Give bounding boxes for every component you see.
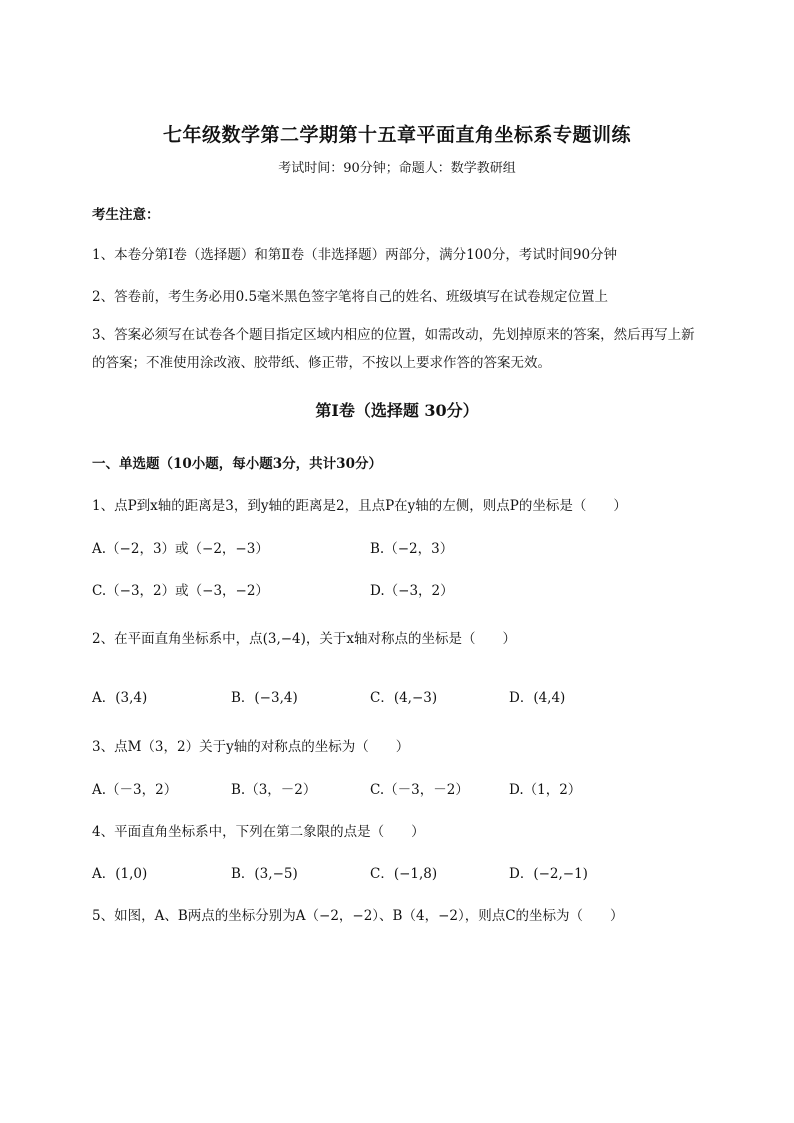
question-4-stem: 4、平面直角坐标系中，下列在第二象限的点是（ ） [92, 824, 425, 840]
notice-item-2: 2、答卷前，考生务必用0.5毫米黑色签字笔将自己的姓名、班级填写在试卷规定位置上 [92, 289, 609, 305]
question-1-stem: 1、点P到x轴的距离是3，到y轴的距离是2，且点P在y轴的左侧，则点P的坐标是（ ） [92, 498, 627, 514]
notice-item-3: 3、答案必须写在试卷各个题目指定区域内相应的位置，如需改动，先划掉原来的答案，然后再写上新的答案；不准使用涂改液、胶带纸、修正带，不按以上要求作答的答案无效。 [92, 327, 695, 371]
page-title: 七年级数学第二学期第十五章平面直角坐标系专题训练 [162, 124, 631, 146]
question-1-option-c: C.（−3，2）或（−3，−2） [92, 583, 269, 599]
section-title: 第I卷（选择题 30分） [315, 401, 479, 420]
notice-heading: 考生注意： [92, 207, 160, 223]
part-heading: 一、单选题（10小题，每小题3分，共计30分） [92, 456, 382, 472]
question-3-option-b: B.（3，－2） [231, 782, 317, 798]
question-1-option-d: D.（−3，2） [370, 583, 454, 599]
question-2-option-c: C．(4,−3) [370, 690, 438, 706]
question-2-option-d: D．(4,4) [509, 690, 566, 706]
question-3-option-d: D.（1，2） [509, 782, 582, 798]
question-2-option-b: B．(−3,4) [231, 690, 298, 706]
question-3-option-c: C.（－3，－2） [370, 782, 469, 798]
question-4-option-b: B．(3,−5) [231, 866, 298, 882]
question-5-stem: 5、如图，A、B两点的坐标分别为A（−2，−2）、B（4，−2），则点C的坐标为（ ） [92, 908, 624, 924]
question-3-option-a: A.（－3，2） [92, 782, 178, 798]
page-subtitle: 考试时间：90分钟；命题人：数学教研组 [278, 161, 516, 176]
question-2-stem: 2、在平面直角坐标系中，点(3,−4)，关于x轴对称点的坐标是（ ） [92, 631, 517, 647]
question-1-option-b: B.（−2，3） [370, 541, 454, 557]
question-4-option-d: D．(−2,−1) [509, 866, 588, 882]
question-4-option-a: A．(1,0) [92, 866, 148, 882]
question-2-option-a: A．(3,4) [92, 690, 148, 706]
question-1-option-a: A.（−2，3）或（−2，−3） [92, 541, 269, 557]
notice-item-1: 1、本卷分第I卷（选择题）和第Ⅱ卷（非选择题）两部分，满分100分，考试时间90分钟 [92, 247, 618, 263]
question-3-stem: 3、点M（3，2）关于y轴的对称点的坐标为（ ） [92, 739, 410, 755]
question-4-option-c: C．(−1,8) [370, 866, 438, 882]
